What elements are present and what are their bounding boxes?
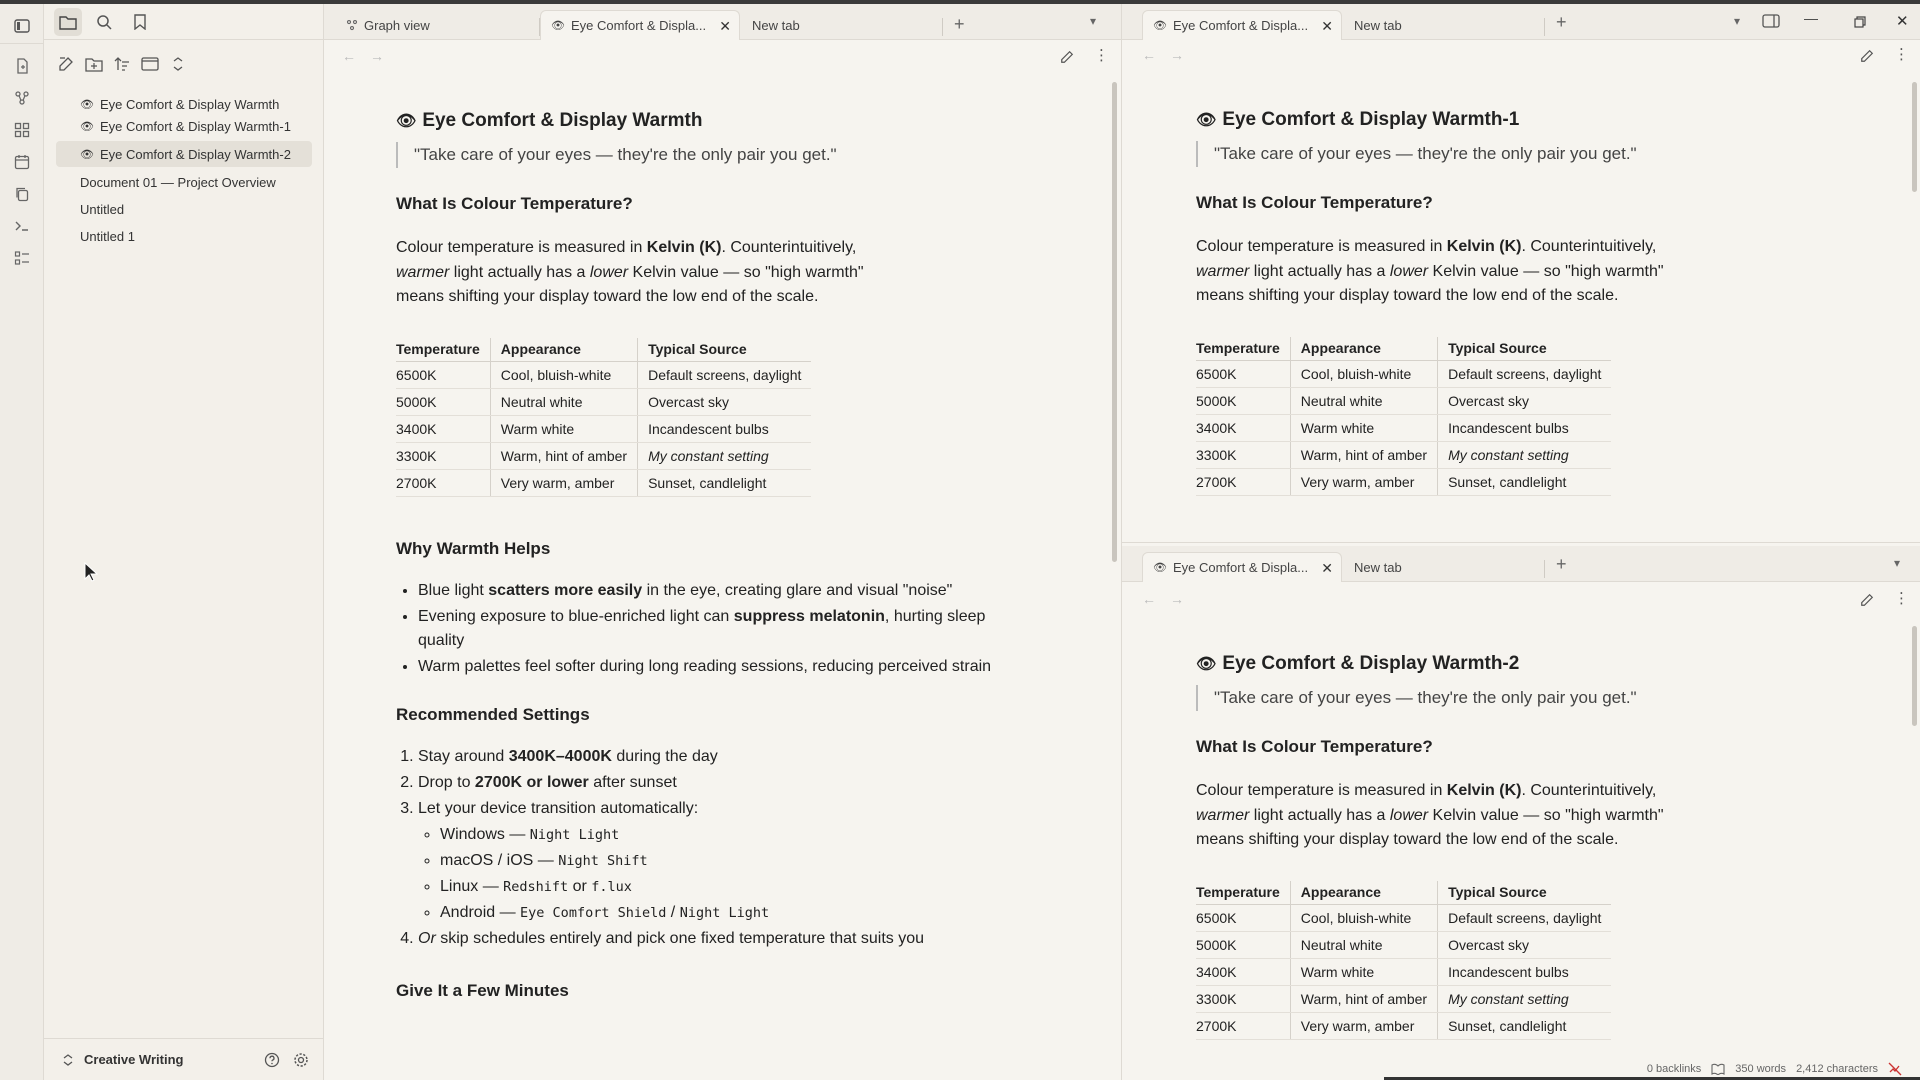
text: Drop to [418,774,475,791]
bold-text: scatters more easily [488,582,643,599]
italic-text: warmer [1196,806,1250,824]
text: Colour temperature is measured in [1196,782,1447,799]
tab-graph-view[interactable] [336,10,526,40]
text: Kelvin value — so "high warmth" [1428,806,1664,824]
tab-label: New tab [752,17,800,33]
table-row [396,470,811,497]
table-cell: 2700K [1196,469,1290,496]
list-item [418,579,1036,603]
table-cell: 6500K [1196,905,1290,932]
scrollbar-thumb[interactable] [1912,626,1917,726]
more-options-icon[interactable]: ⋮ [1094,47,1109,64]
edit-pencil-icon[interactable] [1060,50,1074,64]
column-header: Temperature [1196,337,1290,361]
table-cell: Warm, hint of amber [1290,442,1437,469]
text: or [568,878,592,895]
scrollbar-thumb[interactable] [1112,82,1117,562]
table-cell [1438,442,1612,469]
table-cell: 3300K [1196,442,1290,469]
text: light actually has a [449,263,590,281]
tab-new[interactable] [1344,10,1544,40]
table-cell: 3400K [396,416,490,443]
tab-label: New tab [1354,17,1402,33]
chevron-down-icon[interactable]: ▾ [1894,556,1901,570]
sidebar-toggle-icon[interactable] [12,16,32,36]
file-label: Untitled 1 [80,228,135,244]
table-cell: Default screens, daylight [1438,905,1612,932]
list-item [440,849,1076,873]
copy-icon[interactable] [12,184,32,204]
list-item [440,875,1076,899]
edit-pencil-icon[interactable] [1860,49,1874,63]
table-row [396,362,811,389]
close-window-icon[interactable]: ✕ [1896,13,1909,30]
right-top-nav-row [1122,40,1920,74]
file-item[interactable] [56,224,312,248]
list-icon[interactable] [12,248,32,268]
text: means shifting your display toward the low end of the scale. [396,288,819,305]
terminal-icon[interactable] [12,216,32,236]
note-content [396,110,1076,1001]
tab-label: Eye Comfort & Displa... [1172,18,1309,33]
text: / [666,904,680,921]
text: skip schedules entirely and pick one fixed temperature that suits you [435,930,925,947]
close-tab-icon[interactable]: ✕ [719,18,731,34]
table-row [1196,469,1611,496]
blockquote: "Take care of your eyes — they're the only pair you get." [1196,685,1876,711]
calendar-icon[interactable] [12,152,32,172]
text: . Counterintuitively, [1521,238,1657,255]
right-top-editor-pane [1122,74,1920,540]
heading-colour-temperature: What Is Colour Temperature? [1196,193,1433,212]
tab-label: Eye Comfort & Displa... [1172,560,1309,575]
table-cell: Default screens, daylight [638,362,812,389]
file-label: Eye Comfort & Display Warmth-1 [99,118,291,134]
table-cell: Sunset, candlelight [1438,469,1612,496]
recommended-settings-list [396,745,1076,951]
table-cell: Incandescent bulbs [638,416,812,443]
inline-code: Night Light [679,905,770,921]
close-tab-icon[interactable]: ✕ [1321,560,1333,576]
file-item[interactable] [56,197,312,221]
inline-code: f.lux [591,879,632,895]
table-cell: 2700K [396,470,490,497]
tab-eye-comfort-1[interactable] [1142,10,1342,40]
forward-arrow-icon[interactable]: → [1170,591,1184,607]
backlinks-count[interactable]: 0 backlinks [1646,1063,1702,1075]
file-label: Untitled [80,201,125,217]
forward-arrow-icon[interactable]: → [370,48,384,64]
eye-emoji-icon: 👁 [80,120,94,133]
text: Blue light [418,582,489,599]
table-cell: Very warm, amber [490,470,637,497]
file-label: Eye Comfort & Display Warmth [99,96,280,112]
tab-label: Eye Comfort & Displa... [570,18,707,33]
close-tab-icon[interactable]: ✕ [1321,18,1333,34]
pane-divider-horizontal[interactable] [1122,542,1920,543]
italic-text: Or [418,930,436,947]
folder-icon[interactable] [54,8,82,36]
table-cell: Warm, hint of amber [1290,986,1437,1013]
table-row [1196,905,1611,932]
note-title [1196,653,1876,675]
text: Colour temperature is measured in [1196,238,1447,255]
bold-text: Kelvin (K) [646,239,722,256]
list-item [440,901,1076,925]
tab-separator [1544,18,1545,36]
table-cell: Overcast sky [1438,932,1612,959]
auto-reveal-icon[interactable] [136,50,164,78]
table-row [1196,959,1611,986]
table-row [1196,442,1611,469]
column-header: Typical Source [1438,337,1612,361]
inline-code: Night Light [529,827,620,843]
tab-new[interactable] [1344,552,1544,582]
eye-emoji-icon: 👁 [1153,562,1167,574]
new-tab-plus-icon[interactable]: + [1556,12,1567,32]
mouse-cursor-icon [84,562,98,582]
text: Evening exposure to blue-enriched light can [418,608,734,625]
heading-why-warmth: Why Warmth Helps [396,539,551,558]
heading-recommended-settings: Recommended Settings [396,705,590,724]
bold-text: 2700K or lower [474,774,589,791]
italic-text: My constant setting [648,448,769,464]
temperature-table [1196,337,1611,497]
table-cell: 5000K [1196,388,1290,415]
left-editor-pane [324,74,1121,1080]
table-row [1196,361,1611,388]
table-cell: Warm, hint of amber [490,443,637,470]
heading-colour-temperature: What Is Colour Temperature? [1196,737,1433,756]
heading-colour-temperature: What Is Colour Temperature? [396,194,633,213]
table-cell: 3400K [1196,959,1290,986]
text: Android — [440,904,521,921]
tab-new[interactable] [742,10,942,40]
new-note-icon[interactable] [52,50,80,78]
list-item [418,745,1076,769]
table-cell: Warm white [1290,959,1437,986]
italic-text: lower [1389,262,1429,280]
file-item[interactable] [56,170,312,194]
graph-icon[interactable] [12,88,32,108]
temperature-table [1196,881,1611,1041]
tab-label: New tab [1354,559,1402,575]
text: , hurting sleep quality [418,608,986,649]
table-cell: 6500K [396,362,490,389]
table-cell: 3400K [1196,415,1290,442]
right-bottom-editor-pane [1122,618,1920,1060]
list-item [418,797,1076,925]
temperature-table [396,338,811,498]
left-tab-bar [324,4,1121,40]
sync-off-icon[interactable] [1888,1062,1902,1076]
table-header-row [1196,337,1611,361]
table-cell: Sunset, candlelight [638,470,812,497]
table-cell: Overcast sky [638,389,812,416]
italic-text: warmer [1196,262,1250,280]
help-icon[interactable] [258,1046,286,1074]
new-tab-plus-icon[interactable]: + [954,14,965,34]
table-cell [638,443,812,470]
text: . Counterintuitively, [721,239,857,256]
table-cell: Neutral white [1290,388,1437,415]
chevron-down-icon[interactable]: ▾ [1090,14,1097,28]
table-cell: Incandescent bulbs [1438,959,1612,986]
table-header-row [396,338,811,362]
table-cell: 5000K [1196,932,1290,959]
explorer-toolbar [44,40,323,86]
note-content [1196,653,1876,1040]
canvas-icon[interactable] [12,120,32,140]
file-item-active[interactable] [56,141,312,167]
column-header: Appearance [490,338,637,362]
italic-text: warmer [396,263,450,281]
more-options-icon[interactable]: ⋮ [1894,590,1909,607]
column-header: Appearance [1290,881,1437,905]
sidebar-footer [44,1038,324,1080]
italic-text: lower [1389,806,1429,824]
status-bar [1647,1062,1902,1076]
eye-emoji-icon: 👁 [1196,112,1217,129]
right-sidebar-toggle-icon[interactable] [1762,14,1780,28]
bold-text: suppress melatonin [733,608,885,625]
list-item [418,927,1076,951]
sidebar-header [44,4,323,40]
table-row [1196,986,1611,1013]
chevron-down-icon[interactable]: ▾ [1734,14,1741,28]
table-cell: Warm white [490,416,637,443]
inline-code: Eye Comfort Shield [520,905,667,921]
new-note-icon[interactable] [12,56,32,76]
table-cell: Very warm, amber [1290,1013,1437,1040]
text: means shifting your display toward the low end of the scale. [1196,831,1619,848]
table-cell: Default screens, daylight [1438,361,1612,388]
new-tab-plus-icon[interactable]: + [1556,554,1567,574]
table-cell: Cool, bluish-white [1290,905,1437,932]
column-header: Appearance [1290,337,1437,361]
more-options-icon[interactable]: ⋮ [1894,46,1909,63]
settings-gear-icon[interactable] [287,1046,315,1074]
left-nav-row [324,40,1121,74]
text: Colour temperature is measured in [396,239,647,256]
file-label: Eye Comfort & Display Warmth-2 [99,146,291,162]
eye-emoji-icon: 👁 [80,98,94,111]
tab-eye-comfort[interactable] [540,10,740,40]
vault-switcher-icon[interactable] [54,1046,82,1074]
graph-icon [346,19,358,31]
right-top-tab-bar [1122,4,1920,40]
table-cell: Incandescent bulbs [1438,415,1612,442]
italic-text: lower [589,263,629,281]
search-icon[interactable] [90,8,118,36]
text: Stay around [418,748,509,765]
text: after sunset [588,774,677,791]
table-cell: 5000K [396,389,490,416]
bold-text: 3400K–4000K [508,748,612,765]
table-cell: Very warm, amber [1290,469,1437,496]
right-bottom-tab-bar [1122,546,1920,582]
text: Linux — [440,878,504,895]
restore-icon[interactable] [1854,16,1866,28]
table-row [396,443,811,470]
tab-eye-comfort-2[interactable] [1142,552,1342,582]
file-item[interactable] [56,92,312,116]
heading-give-it-minutes: Give It a Few Minutes [396,981,569,1000]
table-cell: 3300K [1196,986,1290,1013]
list-item [440,823,1076,847]
table-cell: Neutral white [490,389,637,416]
column-header: Temperature [396,338,490,362]
table-row [1196,415,1611,442]
note-content [1196,109,1876,496]
ribbon [0,4,44,1080]
text: . Counterintuitively, [1521,782,1657,799]
text: during the day [611,748,718,765]
eye-emoji-icon: 👁 [551,20,565,32]
note-title [1196,109,1876,131]
word-count: 350 words [1735,1063,1787,1075]
tab-separator [1544,560,1545,578]
file-item[interactable] [56,114,312,138]
text: Windows — [440,826,530,843]
text: Kelvin value — so "high warmth" [1428,262,1664,280]
italic-text: My constant setting [1448,991,1569,1007]
note-title-text: Eye Comfort & Display Warmth-2 [1222,653,1520,674]
sort-icon[interactable] [108,50,136,78]
inline-code: Redshift [503,879,569,895]
character-count: 2,412 characters [1796,1063,1878,1075]
eye-emoji-icon: 👁 [80,148,94,161]
table-cell: Overcast sky [1438,388,1612,415]
back-arrow-icon[interactable]: ← [342,48,356,64]
text: light actually has a [1249,262,1390,280]
table-cell: 6500K [1196,361,1290,388]
table-row [1196,388,1611,415]
list-item [418,605,1036,653]
file-explorer-sidebar [44,4,324,1080]
right-bottom-nav-row [1122,584,1920,618]
paragraph-kelvin [1196,779,1716,853]
table-cell: Cool, bluish-white [490,362,637,389]
table-cell: Sunset, candlelight [1438,1013,1612,1040]
bold-text: Kelvin (K) [1446,238,1522,255]
table-row [396,416,811,443]
minimize-icon[interactable]: — [1804,10,1818,26]
edit-pencil-icon[interactable] [1860,593,1874,607]
table-cell: Warm white [1290,415,1437,442]
eye-emoji-icon: 👁 [1196,656,1217,673]
table-row [396,389,811,416]
table-cell: Cool, bluish-white [1290,361,1437,388]
note-title-text: Eye Comfort & Display Warmth-1 [1222,109,1520,130]
new-folder-icon[interactable] [80,50,108,78]
text: light actually has a [1249,806,1390,824]
table-cell: 2700K [1196,1013,1290,1040]
text: macOS / iOS — [440,852,559,869]
eye-emoji-icon: 👁 [396,113,417,130]
file-label: Document 01 — Project Overview [80,174,276,190]
italic-text: My constant setting [1448,447,1569,463]
column-header: Typical Source [638,338,812,362]
reading-mode-book-icon[interactable] [1711,1063,1725,1075]
inline-code: Night Shift [558,853,648,869]
note-title [396,110,1076,132]
column-header: Temperature [1196,881,1290,905]
vault-name[interactable]: Creative Writing [84,1052,184,1067]
forward-arrow-icon[interactable]: → [1170,47,1184,63]
note-title-text: Eye Comfort & Display Warmth [422,110,703,131]
tab-label: Graph view [364,17,430,33]
table-cell [1438,986,1612,1013]
back-arrow-icon[interactable]: ← [1142,591,1156,607]
text: means shifting your display toward the low end of the scale. [1196,287,1619,304]
table-header-row [1196,881,1611,905]
why-warmth-list [396,579,1036,679]
blockquote: "Take care of your eyes — they're the only pair you get." [1196,141,1876,167]
blockquote: "Take care of your eyes — they're the only pair you get." [396,142,1076,168]
os-list [418,823,1076,925]
table-row [1196,932,1611,959]
text: in the eye, creating glare and visual "noise" [642,582,953,599]
table-row [1196,1013,1611,1040]
paragraph-kelvin [1196,235,1716,309]
paragraph-kelvin [396,236,916,310]
eye-emoji-icon: 👁 [1153,20,1167,32]
bookmark-icon[interactable] [126,8,154,36]
table-cell: 3300K [396,443,490,470]
scrollbar-thumb[interactable] [1912,82,1917,192]
text: Let your device transition automatically: [418,800,699,817]
back-arrow-icon[interactable]: ← [1142,47,1156,63]
table-cell: Neutral white [1290,932,1437,959]
list-item [418,771,1076,795]
text: Kelvin value — so "high warmth" [628,263,864,281]
column-header: Typical Source [1438,881,1612,905]
bold-text: Kelvin (K) [1446,782,1522,799]
tab-separator [942,18,943,36]
collapse-all-icon[interactable] [164,50,192,78]
list-item: • Warm palettes feel softer during long reading sessions, reducing perceived strain [418,655,1036,679]
